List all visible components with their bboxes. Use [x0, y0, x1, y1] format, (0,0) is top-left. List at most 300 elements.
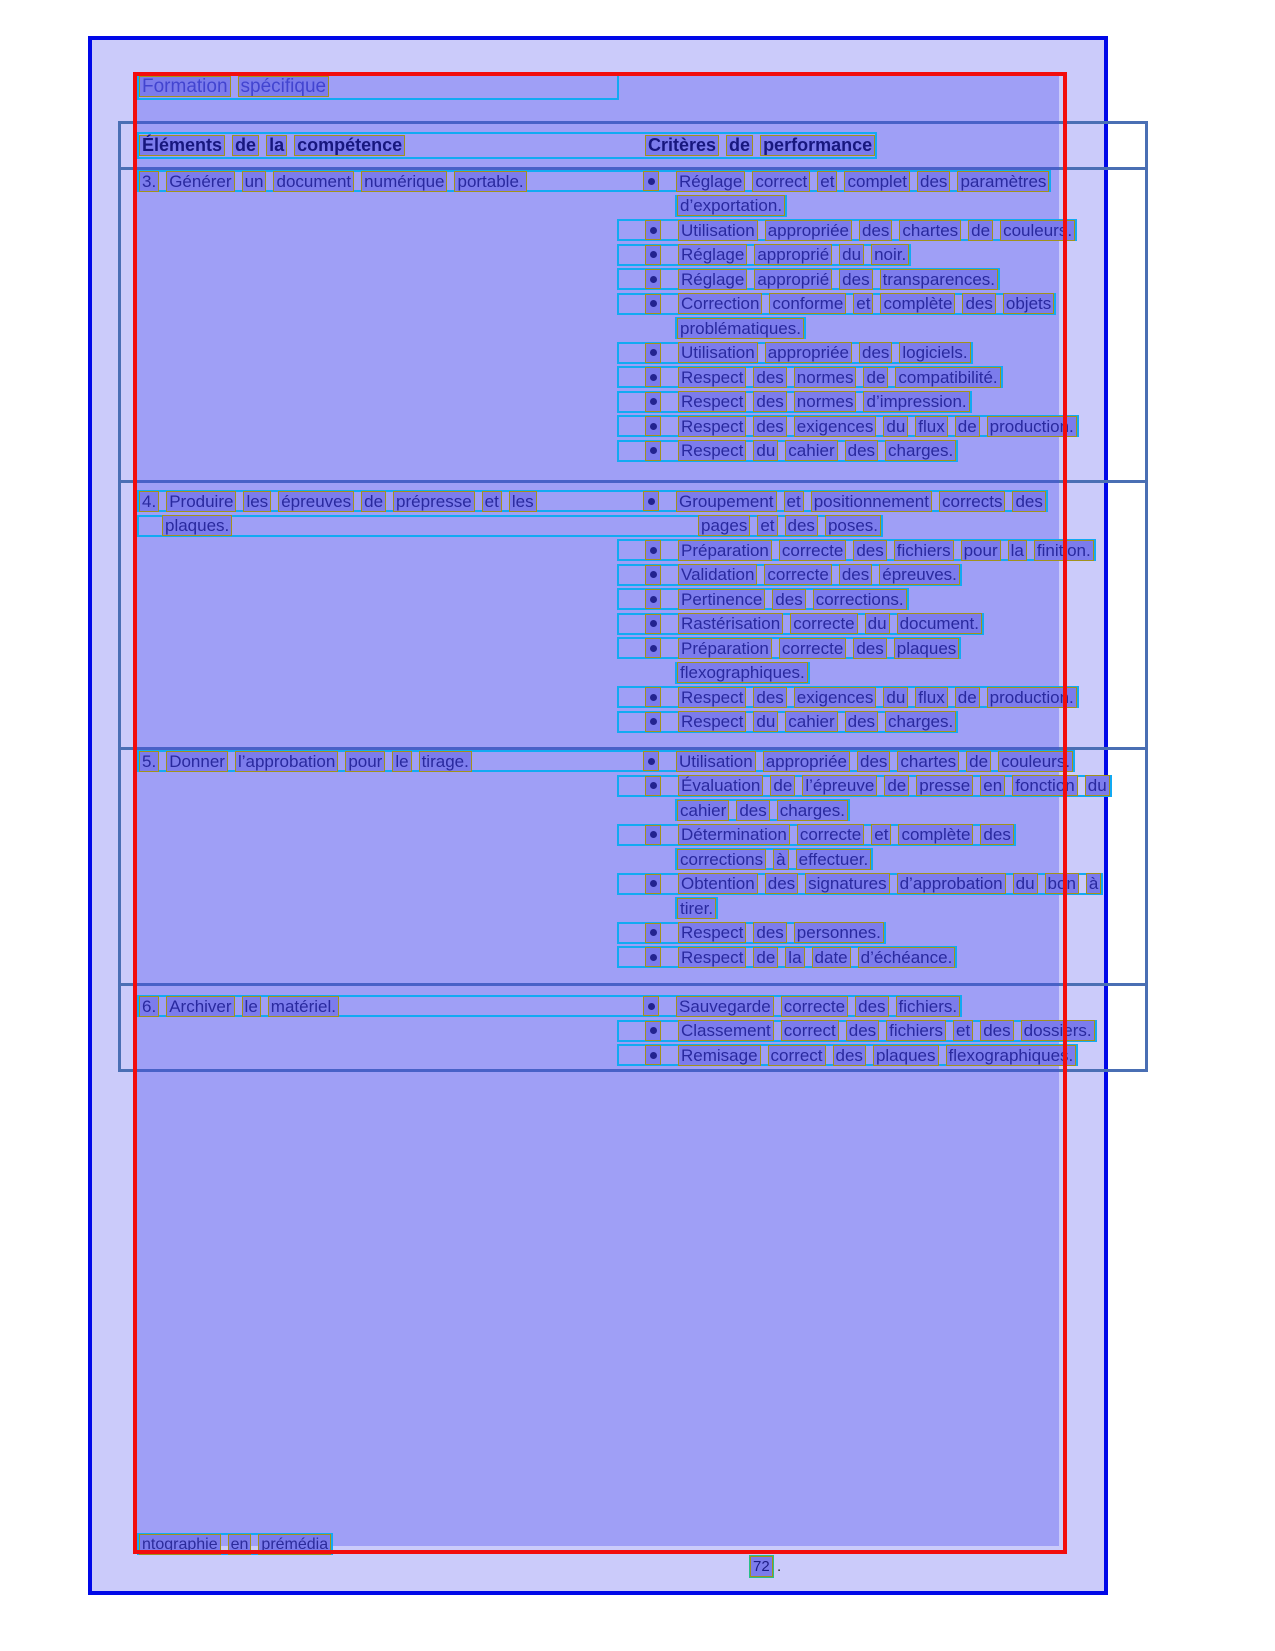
word-box: des	[753, 416, 786, 437]
word-box: 4.	[139, 491, 159, 512]
word-box: prémédia	[258, 1534, 331, 1555]
word-box: Classement	[678, 1020, 774, 1041]
word-box: 6.	[139, 996, 159, 1017]
criteria-cell-text	[678, 220, 1075, 241]
word-box: et	[853, 293, 873, 314]
word-box: les	[509, 491, 537, 512]
word-box: de	[361, 491, 386, 512]
element-cell-text	[139, 515, 640, 536]
page-title	[137, 73, 619, 100]
word-box: dossiers.	[1021, 1020, 1095, 1041]
bullet-dot	[650, 1027, 657, 1034]
word-box: Détermination	[678, 824, 790, 845]
word-box: Générer	[166, 171, 234, 192]
bullet-dot	[650, 596, 657, 603]
criteria-cell-text	[678, 293, 1054, 314]
word-box: document	[273, 171, 354, 192]
word-box: conforme	[769, 293, 846, 314]
word-box: correct	[752, 171, 810, 192]
word-box: flux	[915, 416, 947, 437]
bullet-icon	[645, 687, 661, 707]
word-box: et	[817, 171, 837, 192]
bullet-dot	[648, 758, 655, 765]
word-box: pour	[961, 540, 1001, 561]
word-box: Remisage	[678, 1045, 761, 1066]
word-box: problématiques.	[677, 318, 804, 339]
word-box: de	[753, 947, 778, 968]
word-box: portable.	[454, 171, 526, 192]
criteria-cell-text	[678, 416, 1077, 437]
page-number	[750, 1555, 773, 1577]
word-box: des	[753, 922, 786, 943]
bullet-dot	[650, 620, 657, 627]
word-box: noir.	[871, 244, 909, 265]
word-box: complet	[844, 171, 910, 192]
word-box: Archiver	[166, 996, 234, 1017]
word-box: objets	[1003, 293, 1054, 314]
criteria-cell-text	[677, 849, 871, 870]
text-line	[617, 293, 1056, 315]
word-box: de	[955, 416, 980, 437]
bullet-icon	[645, 416, 661, 436]
word-box: Rastérisation	[678, 613, 783, 634]
criteria-cell-text	[678, 342, 971, 363]
text-line	[617, 539, 1096, 561]
word-box: logiciels.	[899, 342, 970, 363]
bullet-dot	[650, 423, 657, 430]
bullet-dot	[650, 374, 657, 381]
word-box: correct	[781, 1020, 839, 1041]
text-line	[675, 317, 806, 339]
word-box: la	[266, 135, 287, 156]
word-box: Utilisation	[678, 220, 758, 241]
bullet-icon	[645, 589, 661, 609]
word-box: de	[863, 367, 888, 388]
footer-text	[137, 1533, 333, 1555]
criteria-cell-text	[678, 613, 982, 634]
text-line	[617, 873, 1103, 895]
bullet-dot	[650, 276, 657, 283]
word-box: du	[839, 244, 864, 265]
criteria-cell-text	[676, 751, 1073, 772]
word-box: des	[845, 440, 878, 461]
word-box: document.	[897, 613, 982, 634]
word-box: et	[784, 491, 804, 512]
bullet-dot	[650, 880, 657, 887]
word-box: appropriée	[763, 751, 850, 772]
word-box: cahier	[785, 440, 837, 461]
word-box: fichiers	[886, 1020, 946, 1041]
word-box: Utilisation	[676, 751, 756, 772]
bullet-dot	[650, 398, 657, 405]
word-box: poses.	[825, 515, 881, 536]
bullet-icon	[645, 269, 661, 289]
word-box: de	[884, 775, 909, 796]
bullet-icon	[643, 171, 659, 191]
criteria-cell-text	[677, 662, 808, 683]
word-box: tirage.	[419, 751, 472, 772]
word-box: de	[968, 220, 993, 241]
word-box: en	[980, 775, 1005, 796]
word-box: corrections.	[813, 589, 907, 610]
bullet-icon	[645, 367, 661, 387]
word-box: normes	[794, 391, 857, 412]
word-box: fichiers	[894, 540, 954, 561]
word-box: Respect	[678, 440, 746, 461]
word-box: Validation	[678, 564, 757, 585]
word-box: effectuer.	[796, 849, 872, 870]
text-line	[617, 391, 972, 413]
word-box: correcte	[779, 540, 846, 561]
criteria-cell-text	[677, 318, 804, 339]
text-line	[617, 775, 1112, 797]
word-box: presse	[916, 775, 973, 796]
word-box: Réglage	[678, 244, 747, 265]
word-box: correcte	[790, 613, 857, 634]
criteria-cell-text	[645, 135, 875, 156]
text-line	[675, 848, 873, 870]
word-box: approprié	[754, 269, 832, 290]
bullet-icon	[645, 712, 661, 732]
text-line	[617, 440, 958, 462]
word-box: et	[482, 491, 502, 512]
element-cell-text	[139, 1534, 331, 1555]
word-box: des	[980, 824, 1013, 845]
word-box: d’impression.	[863, 391, 969, 412]
text-line	[617, 1044, 1078, 1066]
text-line	[617, 1020, 1097, 1042]
criteria-cell-text	[678, 540, 1094, 561]
bullet-dot	[648, 1003, 655, 1010]
word-box: prépresse	[393, 491, 475, 512]
text-line	[617, 711, 958, 733]
text-line	[675, 195, 787, 217]
bullet-dot	[650, 547, 657, 554]
word-box: des	[753, 367, 786, 388]
criteria-cell-text	[677, 195, 785, 216]
bullet-icon	[645, 776, 661, 796]
criteria-cell-text	[678, 824, 1014, 845]
word-box: Éléments	[139, 135, 225, 156]
text-line	[137, 750, 1075, 772]
word-box: personnes.	[794, 922, 884, 943]
word-box: charges.	[777, 800, 848, 821]
bullet-icon	[645, 947, 661, 967]
word-box: des	[736, 800, 769, 821]
word-box: d’approbation	[897, 873, 1006, 894]
word-box: Réglage	[676, 171, 745, 192]
word-box: approprié	[754, 244, 832, 265]
bullet-dot	[650, 929, 657, 936]
bullet-icon	[645, 392, 661, 412]
word-box: pages	[698, 515, 750, 536]
word-box: normes	[794, 367, 857, 388]
word-box: d’échéance.	[858, 947, 956, 968]
word-box: du	[753, 440, 778, 461]
word-box: des	[846, 1020, 879, 1041]
element-cell-text	[139, 996, 617, 1017]
word-box: de	[770, 775, 795, 796]
word-box: des	[753, 687, 786, 708]
word-box: des	[772, 589, 805, 610]
text-line	[617, 366, 1003, 388]
word-box: pour	[345, 751, 385, 772]
word-box: 3.	[139, 171, 159, 192]
bullet-icon	[645, 825, 661, 845]
bullet-dot	[650, 251, 657, 258]
word-box: matériel.	[268, 996, 339, 1017]
word-box: production.	[987, 687, 1077, 708]
criteria-cell-text	[678, 244, 909, 265]
word-box: exigences	[794, 687, 877, 708]
word-box: flexographiques.	[946, 1045, 1077, 1066]
word-box: charges.	[885, 711, 956, 732]
criteria-cell-text	[678, 367, 1001, 388]
text-line	[137, 995, 962, 1017]
word-box: correcte	[764, 564, 831, 585]
word-box: des	[753, 391, 786, 412]
criteria-cell-text	[678, 775, 1110, 796]
word-box: des	[859, 220, 892, 241]
word-box: un	[242, 171, 267, 192]
word-box: Sauvegarde	[676, 996, 774, 1017]
word-box: Respect	[678, 687, 746, 708]
criteria-cell-text	[677, 898, 716, 919]
word-box: fonction	[1012, 775, 1078, 796]
criteria-cell-text	[698, 515, 881, 536]
word-box: plaques	[873, 1045, 939, 1066]
word-box: transparences.	[880, 269, 998, 290]
bullet-icon	[645, 638, 661, 658]
word-box: finition.	[1034, 540, 1094, 561]
word-box: flux	[915, 687, 947, 708]
word-box: correct	[768, 1045, 826, 1066]
word-box: l’épreuve	[802, 775, 877, 796]
word-box: 5.	[139, 751, 159, 772]
word-box: cahier	[785, 711, 837, 732]
text-line	[675, 799, 850, 821]
word-box: en	[228, 1534, 252, 1555]
word-box: des	[980, 1020, 1013, 1041]
bullet-icon	[645, 923, 661, 943]
bullet-dot	[650, 227, 657, 234]
word-box: compatibilité.	[895, 367, 1000, 388]
word-box: fichiers.	[896, 996, 961, 1017]
element-cell-text	[139, 135, 617, 156]
criteria-cell-text	[678, 564, 960, 585]
bullet-icon	[645, 245, 661, 265]
word-box: plaques	[894, 638, 960, 659]
text-line	[617, 415, 1079, 437]
bullet-dot	[650, 645, 657, 652]
criteria-cell-text	[678, 947, 955, 968]
bullet-dot	[650, 718, 657, 725]
text-line	[137, 170, 1051, 192]
word-box: Groupement	[676, 491, 777, 512]
word-box: épreuves	[278, 491, 354, 512]
word-box: des	[765, 873, 798, 894]
word-box: des	[859, 342, 892, 363]
bullet-dot	[650, 954, 657, 961]
word-box: couleurs.	[1000, 220, 1075, 241]
word-box: plaques.	[162, 515, 232, 536]
word-box: corrects	[939, 491, 1005, 512]
text-line	[617, 686, 1079, 708]
bullet-dot	[650, 571, 657, 578]
text-line	[617, 613, 984, 635]
word-box: ntographie	[139, 1534, 221, 1555]
criteria-cell-text	[678, 638, 959, 659]
word-box: des	[962, 293, 995, 314]
word-box: l’approbation	[235, 751, 338, 772]
word-box: du	[883, 416, 908, 437]
word-box: de	[232, 135, 259, 156]
bullet-dot	[650, 1052, 657, 1059]
word-box: de	[966, 751, 991, 772]
word-box: signatures	[805, 873, 889, 894]
word-box: la	[1008, 540, 1027, 561]
table-header-row	[137, 132, 877, 159]
word-box: du	[1085, 775, 1110, 796]
criteria-cell-text	[678, 1020, 1095, 1041]
word-box: Évaluation	[678, 775, 763, 796]
word-box: corrections	[677, 849, 766, 870]
element-cell-text	[139, 171, 617, 192]
bullet-icon	[645, 614, 661, 634]
criteria-cell-text	[678, 922, 884, 943]
criteria-cell-text	[677, 800, 848, 821]
text-line	[617, 268, 1000, 290]
bullet-dot	[648, 178, 655, 185]
bullet-dot	[648, 498, 655, 505]
word-box: la	[785, 947, 804, 968]
word-box: des	[917, 171, 950, 192]
word-box: des	[839, 269, 872, 290]
word-box: Respect	[678, 416, 746, 437]
word-box: du	[883, 687, 908, 708]
word-box: à	[1086, 873, 1101, 894]
text-line	[617, 342, 973, 364]
word-box: appropriée	[765, 220, 852, 241]
word-box: chartes	[897, 751, 959, 772]
bullet-icon	[643, 751, 659, 771]
bullet-icon	[645, 874, 661, 894]
element-cell-text	[139, 76, 617, 97]
word-box: Donner	[166, 751, 228, 772]
word-box: de	[726, 135, 753, 156]
criteria-cell-text	[678, 391, 970, 412]
text-line	[617, 219, 1077, 241]
criteria-cell-text	[678, 1045, 1076, 1066]
text-line	[137, 490, 1048, 512]
bullet-icon	[645, 220, 661, 240]
text-line	[617, 564, 962, 586]
word-box: correcte	[797, 824, 864, 845]
bullet-dot	[650, 694, 657, 701]
criteria-cell-text	[676, 491, 1046, 512]
word-box: Préparation	[678, 540, 772, 561]
page-number-suffix: .	[777, 1558, 782, 1575]
word-box: Utilisation	[678, 342, 758, 363]
bullet-dot	[650, 831, 657, 838]
bullet-icon	[645, 540, 661, 560]
word-box: Produire	[166, 491, 236, 512]
word-box: cahier	[677, 800, 729, 821]
bullet-icon	[645, 565, 661, 585]
criteria-cell-text	[676, 996, 960, 1017]
criteria-cell-text	[678, 711, 956, 732]
bullet-dot	[650, 782, 657, 789]
word-box: des	[785, 515, 818, 536]
word-box: des	[839, 564, 872, 585]
text-line	[617, 824, 1016, 846]
word-box: charges.	[885, 440, 956, 461]
word-box: du	[1013, 873, 1038, 894]
text-line	[617, 946, 957, 968]
word-box: positionnement	[811, 491, 932, 512]
word-box: des	[853, 638, 886, 659]
bullet-icon	[645, 343, 661, 363]
word-box: flexographiques.	[677, 662, 808, 683]
word-box: correcte	[781, 996, 848, 1017]
text-line	[675, 897, 718, 919]
word-box: Respect	[678, 391, 746, 412]
word-box: Critères	[645, 135, 719, 156]
bullet-dot	[650, 349, 657, 356]
word-box: des	[855, 996, 888, 1017]
criteria-cell-text	[678, 589, 907, 610]
word-box: Respect	[678, 947, 746, 968]
word-box: appropriée	[765, 342, 852, 363]
bullet-icon	[643, 491, 659, 511]
word-box: et	[757, 515, 777, 536]
word-box: numérique	[361, 171, 447, 192]
text-line	[617, 637, 961, 659]
bullet-icon	[645, 1021, 661, 1041]
word-box: et	[953, 1020, 973, 1041]
bullet-dot	[650, 447, 657, 454]
bullet-icon	[645, 294, 661, 314]
criteria-cell-text	[678, 440, 956, 461]
element-cell-text	[139, 751, 617, 772]
word-box: 72	[750, 1556, 773, 1577]
word-box: Respect	[678, 367, 746, 388]
word-box: épreuves.	[879, 564, 960, 585]
word-box: spécifique	[238, 76, 330, 97]
bullet-dot	[650, 300, 657, 307]
word-box: tirer.	[677, 898, 716, 919]
criteria-cell-text	[678, 873, 1101, 894]
word-box: date	[812, 947, 851, 968]
word-box: et	[871, 824, 891, 845]
text-line	[675, 662, 810, 684]
word-box: chartes	[899, 220, 961, 241]
bullet-icon	[645, 441, 661, 461]
criteria-cell-text	[678, 269, 998, 290]
text-line	[617, 588, 909, 610]
word-box: compétence	[294, 135, 405, 156]
word-box: le	[392, 751, 411, 772]
word-box: Correction	[678, 293, 762, 314]
word-box: les	[243, 491, 271, 512]
word-box: d’exportation.	[677, 195, 785, 216]
criteria-cell-text	[676, 171, 1049, 192]
text-line	[137, 515, 883, 537]
word-box: Formation	[139, 76, 231, 97]
word-box: couleurs.	[998, 751, 1073, 772]
word-box: Obtention	[678, 873, 758, 894]
word-box: des	[853, 540, 886, 561]
